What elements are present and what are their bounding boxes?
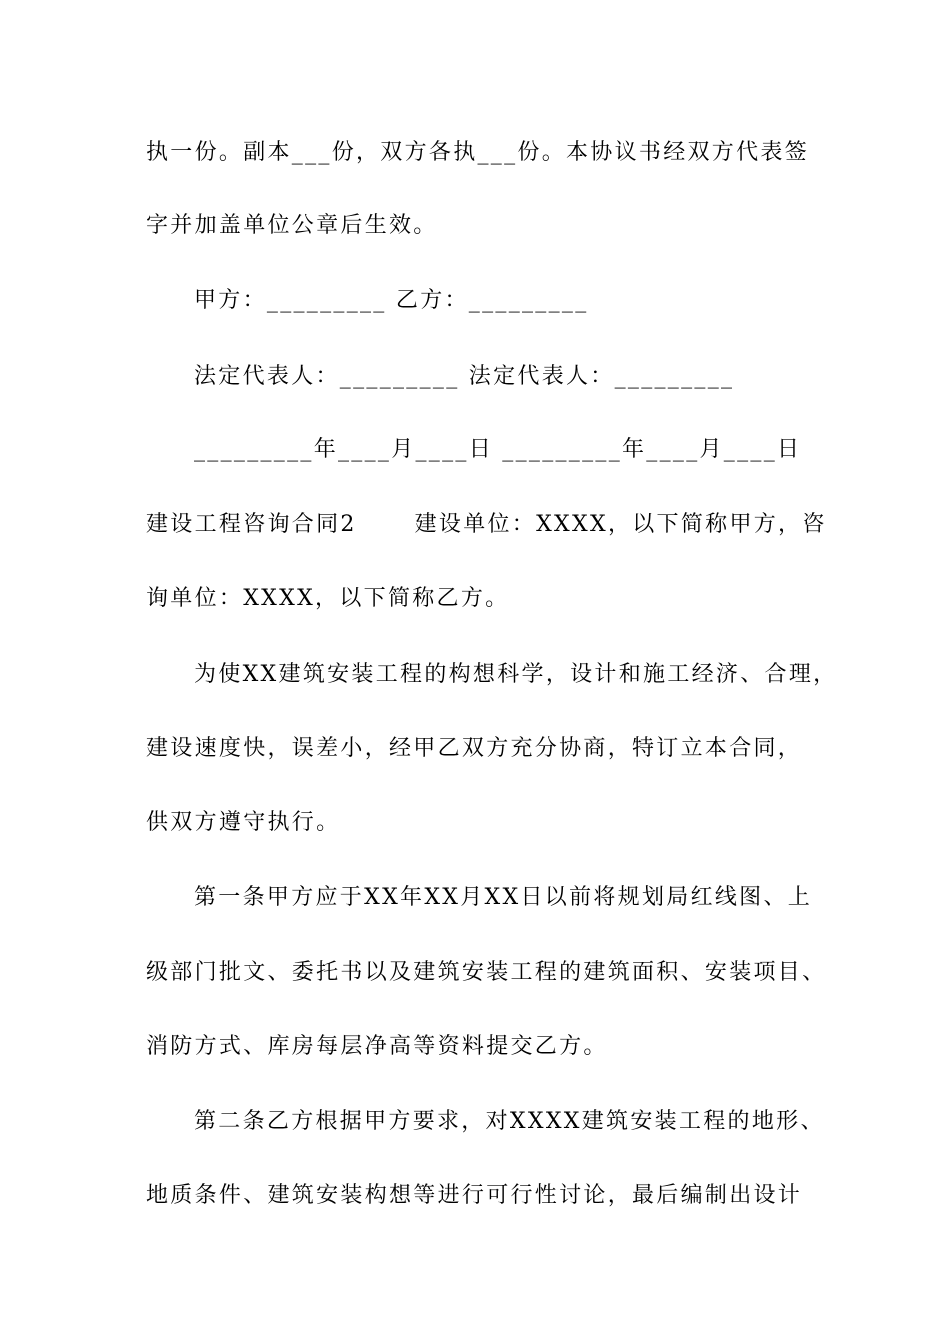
- text-line: 执一份。副本___份，双方各执___份。本协议书经双方代表签: [146, 140, 810, 165]
- contract-title-line: 建设工程咨询合同2 建设单位：XXXX，以下简称甲方，咨: [146, 512, 827, 537]
- text-line: 字并加盖单位公章后生效。: [146, 213, 438, 238]
- text-line: 地质条件、建筑安装构想等进行可行性讨论，最后编制出设计: [146, 1183, 803, 1208]
- text-line: 消防方式、库房每层净高等资料提交乙方。: [146, 1034, 608, 1059]
- text-line: 级部门批文、委托书以及建筑安装工程的建筑面积、安装项目、: [146, 960, 827, 985]
- legal-representative-line: 法定代表人：_________ 法定代表人：_________: [194, 364, 735, 389]
- text-line: 询单位：XXXX，以下简称乙方。: [146, 586, 510, 611]
- article-2-line: 第二条乙方根据甲方要求，对XXXX建筑安装工程的地形、: [194, 1109, 825, 1134]
- date-line: _________年____月____日 _________年____月____日: [194, 437, 802, 462]
- text-line: 为使XX建筑安装工程的构想科学，设计和施工经济、合理，: [194, 662, 838, 687]
- text-line: 建设速度快，误差小，经甲乙双方充分协商，特订立本合同，: [146, 736, 803, 761]
- article-1-line: 第一条甲方应于XX年XX月XX日以前将规划局红线图、上: [194, 885, 813, 910]
- text-line: 供双方遵守执行。: [146, 810, 341, 835]
- signature-parties-line: 甲方：_________ 乙方：_________: [194, 288, 589, 313]
